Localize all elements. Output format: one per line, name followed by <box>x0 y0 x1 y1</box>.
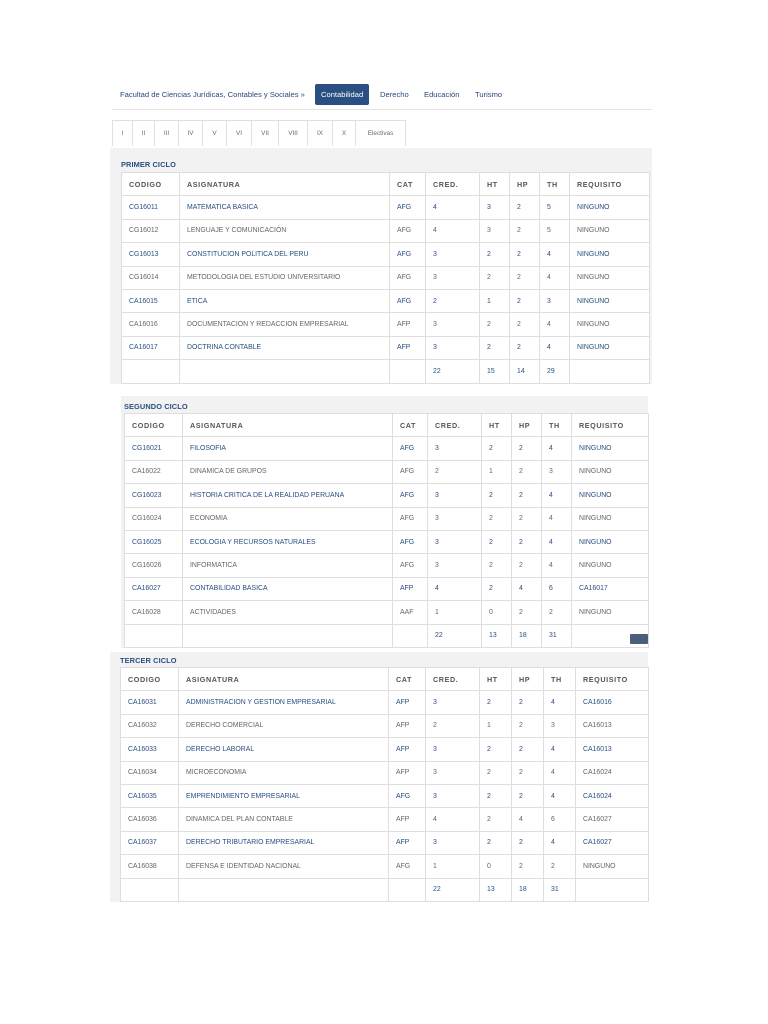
cell-cred: 3 <box>426 243 480 266</box>
cell-cred: 3 <box>428 530 482 553</box>
cell-cred: 4 <box>426 219 480 242</box>
cell-ht: 2 <box>482 554 512 577</box>
total-ht: 13 <box>482 624 512 647</box>
cell-cat: AFP <box>389 761 426 784</box>
cell-ht: 2 <box>480 738 512 761</box>
cell-asignatura: ADMINISTRACION Y GESTION EMPRESARIAL <box>179 691 389 714</box>
cell-requisito: CA16027 <box>576 808 649 831</box>
cell-codigo: CA16034 <box>121 761 179 784</box>
table-row <box>125 577 649 600</box>
cell-cat: AFG <box>389 784 426 807</box>
cell-asignatura: DERECHO LABORAL <box>179 738 389 761</box>
cell-hp: 2 <box>510 313 540 336</box>
cell-hp: 2 <box>512 601 542 624</box>
cell-hp: 2 <box>510 243 540 266</box>
cell-hp: 2 <box>512 714 544 737</box>
cell-cat: AFP <box>389 714 426 737</box>
cell-ht: 2 <box>482 484 512 507</box>
table-row <box>125 530 649 553</box>
tab-cycle-viii[interactable]: VIII <box>279 121 308 146</box>
cell-codigo: CA16016 <box>122 313 180 336</box>
column-header-codigo: CODIGO <box>121 668 179 691</box>
cell-codigo: CA16031 <box>121 691 179 714</box>
table-row <box>125 460 649 483</box>
cell-asignatura: CONTABILIDAD BASICA <box>183 577 393 600</box>
cell-cat: AFP <box>390 313 426 336</box>
table-row <box>121 831 649 854</box>
cell-codigo: CA16032 <box>121 714 179 737</box>
totals-row <box>122 360 650 383</box>
faculty-breadcrumb[interactable]: Facultad de Ciencias Jurídicas, Contables y Sociales » <box>120 90 305 99</box>
cell-th: 2 <box>542 601 572 624</box>
tab-electivas[interactable]: Electivas <box>367 130 394 137</box>
table-row <box>121 714 649 737</box>
cell-asignatura: METODOLOGIA DEL ESTUDIO UNIVERSITARIO <box>180 266 390 289</box>
cell-th: 3 <box>542 460 572 483</box>
cell-requisito: CA16027 <box>576 831 649 854</box>
cell-ht: 1 <box>482 460 512 483</box>
column-header-ht: HT <box>482 414 512 437</box>
column-header-codigo: CODIGO <box>122 173 180 196</box>
tab-cycle-ix[interactable]: IX <box>308 121 333 146</box>
column-header-hp: HP <box>512 668 544 691</box>
total-th: 31 <box>542 624 572 647</box>
column-header-requisito: REQUISITO <box>572 414 649 437</box>
cell-ht: 2 <box>480 761 512 784</box>
cell-ht: 2 <box>482 437 512 460</box>
column-header-codigo: CODIGO <box>125 414 183 437</box>
cell-cat: AFG <box>393 484 428 507</box>
cell-th: 4 <box>540 336 570 359</box>
cell-asignatura: LENGUAJE Y COMUNICACIÓN <box>180 219 390 242</box>
empty-cell <box>393 624 428 647</box>
total-ht: 15 <box>480 360 510 383</box>
column-header-asignatura: ASIGNATURA <box>179 668 389 691</box>
column-header-cred: CRED. <box>426 173 480 196</box>
cell-hp: 2 <box>512 507 542 530</box>
cell-requisito: NINGUNO <box>570 289 650 312</box>
column-header-cat: CAT <box>390 173 426 196</box>
cell-requisito: NINGUNO <box>572 507 649 530</box>
table-row <box>121 808 649 831</box>
empty-cell <box>576 878 649 901</box>
table-row <box>125 554 649 577</box>
cell-codigo: CG16012 <box>122 219 180 242</box>
cell-cred: 3 <box>428 554 482 577</box>
cell-cred: 3 <box>426 784 480 807</box>
column-header-cred: CRED. <box>426 668 480 691</box>
cell-asignatura: DEFENSA E IDENTIDAD NACIONAL <box>179 855 389 878</box>
tab-cycle-x[interactable]: X <box>333 121 356 146</box>
cell-hp: 2 <box>512 484 542 507</box>
table-row <box>125 507 649 530</box>
cell-asignatura: DOCTRINA CONTABLE <box>180 336 390 359</box>
table-row <box>122 289 650 312</box>
cell-asignatura: CONSTITUCION POLITICA DEL PERU <box>180 243 390 266</box>
cell-codigo: CG16024 <box>125 507 183 530</box>
empty-cell <box>183 624 393 647</box>
cell-requisito: CA16024 <box>576 761 649 784</box>
column-header-ht: HT <box>480 173 510 196</box>
faculty-nav <box>112 84 652 110</box>
cell-hp: 2 <box>512 437 542 460</box>
cell-ht: 1 <box>480 289 510 312</box>
cell-asignatura: DINAMICA DEL PLAN CONTABLE <box>179 808 389 831</box>
cell-codigo: CA16035 <box>121 784 179 807</box>
column-header-hp: HP <box>512 414 542 437</box>
cell-cred: 4 <box>426 808 480 831</box>
cell-ht: 2 <box>480 243 510 266</box>
cell-cred: 3 <box>426 691 480 714</box>
cell-th: 6 <box>542 577 572 600</box>
cell-th: 4 <box>544 784 576 807</box>
cell-asignatura: MATEMATICA BASICA <box>180 196 390 219</box>
empty-cell <box>122 360 180 383</box>
cycle-table-1 <box>121 172 650 384</box>
cell-codigo: CA16037 <box>121 831 179 854</box>
cell-ht: 3 <box>480 196 510 219</box>
cell-cat: AFG <box>393 530 428 553</box>
column-header-asignatura: ASIGNATURA <box>180 173 390 196</box>
table-row <box>122 243 650 266</box>
table-header-row <box>125 414 649 437</box>
total-th: 29 <box>540 360 570 383</box>
table-row <box>122 313 650 336</box>
cell-requisito: NINGUNO <box>570 313 650 336</box>
cell-codigo: CA16033 <box>121 738 179 761</box>
tab-cycle-i[interactable]: I <box>113 121 133 146</box>
nav-item-derecho[interactable]: Derecho <box>380 90 409 99</box>
cell-requisito: NINGUNO <box>572 530 649 553</box>
cell-codigo: CA16036 <box>121 808 179 831</box>
column-header-th: TH <box>544 668 576 691</box>
cell-requisito: NINGUNO <box>570 243 650 266</box>
cell-th: 4 <box>542 530 572 553</box>
column-header-cat: CAT <box>389 668 426 691</box>
cell-codigo: CG16021 <box>125 437 183 460</box>
cell-codigo: CG16025 <box>125 530 183 553</box>
nav-item-contabilidad[interactable]: Contabilidad <box>315 84 369 105</box>
cell-hp: 2 <box>512 460 542 483</box>
cell-hp: 2 <box>510 266 540 289</box>
cycle-tabs <box>112 120 406 146</box>
tab-cycle-iii[interactable]: III <box>155 121 179 146</box>
cell-cat: AFG <box>393 507 428 530</box>
cell-cred: 3 <box>428 507 482 530</box>
cell-codigo: CG16026 <box>125 554 183 577</box>
cell-requisito: NINGUNO <box>572 437 649 460</box>
cell-requisito: CA16016 <box>576 691 649 714</box>
cell-hp: 2 <box>512 831 544 854</box>
cell-requisito: NINGUNO <box>572 460 649 483</box>
totals-row <box>125 624 649 647</box>
cell-requisito: NINGUNO <box>576 855 649 878</box>
cell-cat: AAF <box>393 601 428 624</box>
cycle-table-2 <box>124 413 649 648</box>
cell-hp: 2 <box>512 691 544 714</box>
scroll-to-top-button[interactable] <box>630 634 648 644</box>
cell-requisito: NINGUNO <box>572 484 649 507</box>
cell-hp: 2 <box>510 196 540 219</box>
total-hp: 18 <box>512 878 544 901</box>
cell-asignatura: ACTIVIDADES <box>183 601 393 624</box>
cell-hp: 2 <box>510 289 540 312</box>
cell-requisito: NINGUNO <box>570 219 650 242</box>
cell-cat: AFP <box>389 831 426 854</box>
cell-ht: 2 <box>482 577 512 600</box>
cell-th: 6 <box>544 808 576 831</box>
cell-cat: AFP <box>389 738 426 761</box>
table-row <box>122 219 650 242</box>
cell-asignatura: EMPRENDIMIENTO EMPRESARIAL <box>179 784 389 807</box>
cell-hp: 4 <box>512 808 544 831</box>
cell-asignatura: DINAMICA DE GRUPOS <box>183 460 393 483</box>
cell-codigo: CA16017 <box>122 336 180 359</box>
tab-cycle-vi[interactable]: VI <box>227 121 252 146</box>
cell-codigo: CA16038 <box>121 855 179 878</box>
cell-ht: 2 <box>482 530 512 553</box>
cell-cred: 3 <box>426 336 480 359</box>
table-row <box>122 266 650 289</box>
cell-codigo: CA16027 <box>125 577 183 600</box>
empty-cell <box>121 878 179 901</box>
table-row <box>122 336 650 359</box>
cell-cred: 2 <box>428 460 482 483</box>
cell-cat: AFG <box>390 196 426 219</box>
cycle-title: SEGUNDO CICLO <box>124 402 188 411</box>
nav-item-educacion[interactable]: Educación <box>424 90 460 99</box>
cell-requisito: CA16017 <box>572 577 649 600</box>
cell-cat: AFG <box>390 243 426 266</box>
cell-ht: 2 <box>480 336 510 359</box>
column-header-th: TH <box>542 414 572 437</box>
cell-ht: 2 <box>480 808 512 831</box>
cell-requisito: NINGUNO <box>570 266 650 289</box>
totals-row <box>121 878 649 901</box>
cell-cat: AFG <box>393 437 428 460</box>
cell-cred: 4 <box>428 577 482 600</box>
column-header-th: TH <box>540 173 570 196</box>
cell-ht: 3 <box>480 219 510 242</box>
cell-codigo: CG16013 <box>122 243 180 266</box>
total-cred: 22 <box>426 360 480 383</box>
cell-th: 4 <box>540 313 570 336</box>
cell-codigo: CA16022 <box>125 460 183 483</box>
cell-th: 4 <box>542 507 572 530</box>
cell-th: 4 <box>540 243 570 266</box>
cell-ht: 2 <box>480 313 510 336</box>
total-cred: 22 <box>426 878 480 901</box>
cell-cat: AFG <box>390 219 426 242</box>
cell-th: 5 <box>540 219 570 242</box>
cell-cred: 1 <box>428 601 482 624</box>
table-row <box>121 855 649 878</box>
cell-hp: 2 <box>512 738 544 761</box>
cell-cat: AFP <box>389 691 426 714</box>
total-th: 31 <box>544 878 576 901</box>
column-header-requisito: REQUISITO <box>570 173 650 196</box>
cell-codigo: CG16014 <box>122 266 180 289</box>
total-hp: 14 <box>510 360 540 383</box>
table-row <box>121 784 649 807</box>
table-row <box>121 691 649 714</box>
tab-cycle-vii[interactable]: VII <box>252 121 279 146</box>
cell-cred: 1 <box>426 855 480 878</box>
cell-cat: AFG <box>390 266 426 289</box>
cell-codigo: CG16023 <box>125 484 183 507</box>
empty-cell <box>389 878 426 901</box>
cell-asignatura: HISTORIA CRITICA DE LA REALIDAD PERUANA <box>183 484 393 507</box>
cell-asignatura: DERECHO TRIBUTARIO EMPRESARIAL <box>179 831 389 854</box>
cell-cat: AFP <box>393 577 428 600</box>
empty-cell <box>125 624 183 647</box>
cell-cred: 4 <box>426 196 480 219</box>
table-header-row <box>121 668 649 691</box>
cell-ht: 2 <box>480 831 512 854</box>
column-header-cat: CAT <box>393 414 428 437</box>
cell-asignatura: ECOLOGIA Y RECURSOS NATURALES <box>183 530 393 553</box>
cell-asignatura: ETICA <box>180 289 390 312</box>
column-header-ht: HT <box>480 668 512 691</box>
cell-hp: 2 <box>512 554 542 577</box>
cell-th: 4 <box>544 761 576 784</box>
column-header-asignatura: ASIGNATURA <box>183 414 393 437</box>
cell-cred: 2 <box>426 289 480 312</box>
cell-cat: AFP <box>390 336 426 359</box>
cell-cred: 3 <box>426 831 480 854</box>
empty-cell <box>179 878 389 901</box>
cell-cred: 3 <box>426 313 480 336</box>
table-row <box>121 761 649 784</box>
cell-hp: 2 <box>510 219 540 242</box>
cell-cat: AFG <box>393 460 428 483</box>
cell-hp: 2 <box>512 784 544 807</box>
cell-cred: 3 <box>428 437 482 460</box>
cell-th: 4 <box>540 266 570 289</box>
tab-cycle-ii[interactable]: II <box>133 121 155 146</box>
cell-ht: 0 <box>480 855 512 878</box>
cell-cred: 3 <box>426 738 480 761</box>
cell-cred: 3 <box>426 266 480 289</box>
cell-hp: 2 <box>512 855 544 878</box>
cell-hp: 2 <box>510 336 540 359</box>
cell-th: 3 <box>544 714 576 737</box>
cell-asignatura: DOCUMENTACION Y REDACCION EMPRESARIAL <box>180 313 390 336</box>
cell-th: 3 <box>540 289 570 312</box>
cell-requisito: NINGUNO <box>570 336 650 359</box>
cell-codigo: CA16015 <box>122 289 180 312</box>
cell-th: 4 <box>542 484 572 507</box>
cell-hp: 4 <box>512 577 542 600</box>
cell-cred: 2 <box>426 714 480 737</box>
tab-cycle-iv[interactable]: IV <box>179 121 203 146</box>
table-row <box>121 738 649 761</box>
cell-th: 4 <box>542 437 572 460</box>
cell-th: 2 <box>544 855 576 878</box>
empty-cell <box>390 360 426 383</box>
empty-cell <box>180 360 390 383</box>
cell-ht: 0 <box>482 601 512 624</box>
cell-ht: 1 <box>480 714 512 737</box>
tab-cycle-v[interactable]: V <box>203 121 227 146</box>
total-hp: 18 <box>512 624 542 647</box>
table-row <box>125 437 649 460</box>
cell-requisito: NINGUNO <box>572 554 649 577</box>
empty-cell <box>570 360 650 383</box>
cell-th: 4 <box>544 691 576 714</box>
cell-asignatura: DERECHO COMERCIAL <box>179 714 389 737</box>
cell-requisito: CA16013 <box>576 738 649 761</box>
cell-th: 4 <box>544 831 576 854</box>
cell-requisito: CA16024 <box>576 784 649 807</box>
cell-cat: AFG <box>390 289 426 312</box>
cell-cat: AFG <box>393 554 428 577</box>
table-row <box>125 601 649 624</box>
cell-cred: 3 <box>426 761 480 784</box>
cell-ht: 2 <box>482 507 512 530</box>
cell-cat: AFP <box>389 808 426 831</box>
cell-th: 4 <box>542 554 572 577</box>
cell-cat: AFG <box>389 855 426 878</box>
cell-requisito: NINGUNO <box>570 196 650 219</box>
cell-asignatura: FILOSOFIA <box>183 437 393 460</box>
cell-asignatura: INFORMATICA <box>183 554 393 577</box>
cell-th: 4 <box>544 738 576 761</box>
table-row <box>125 484 649 507</box>
cell-codigo: CA16028 <box>125 601 183 624</box>
table-row <box>122 196 650 219</box>
total-cred: 22 <box>428 624 482 647</box>
cell-asignatura: MICROECONOMIA <box>179 761 389 784</box>
cell-asignatura: ECONOMIA <box>183 507 393 530</box>
table-header-row <box>122 173 650 196</box>
cycle-table-3 <box>120 667 649 902</box>
cycle-title: TERCER CICLO <box>120 656 177 665</box>
cell-cred: 3 <box>428 484 482 507</box>
column-header-cred: CRED. <box>428 414 482 437</box>
column-header-requisito: REQUISITO <box>576 668 649 691</box>
nav-item-turismo[interactable]: Turismo <box>475 90 503 99</box>
cell-codigo: CG16011 <box>122 196 180 219</box>
cell-hp: 2 <box>512 530 542 553</box>
column-header-hp: HP <box>510 173 540 196</box>
cycle-title: PRIMER CICLO <box>121 160 176 169</box>
total-ht: 13 <box>480 878 512 901</box>
cell-requisito: CA16013 <box>576 714 649 737</box>
cell-ht: 2 <box>480 784 512 807</box>
cell-hp: 2 <box>512 761 544 784</box>
cell-th: 5 <box>540 196 570 219</box>
cell-ht: 2 <box>480 266 510 289</box>
cell-requisito: NINGUNO <box>572 601 649 624</box>
cell-ht: 2 <box>480 691 512 714</box>
